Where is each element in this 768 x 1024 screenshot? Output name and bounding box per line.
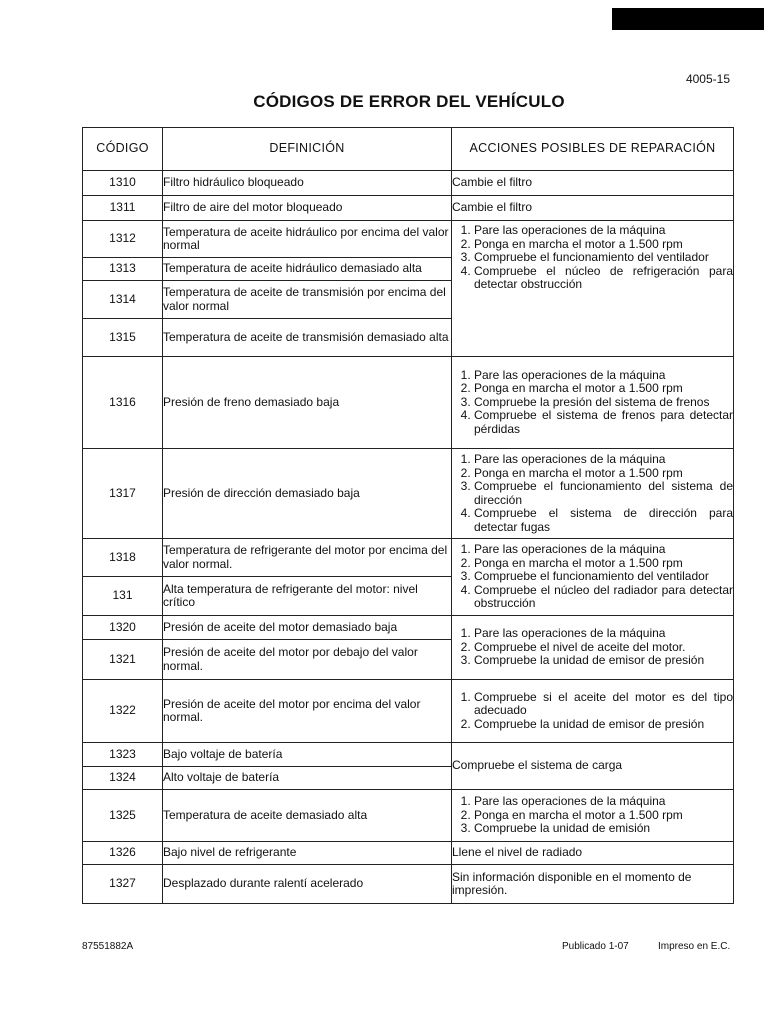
action-cell — [452, 221, 734, 357]
action-step: 1. Compruebe si el aceite del motor es del tipo adecuado — [474, 691, 733, 718]
code-cell: 1326 — [83, 842, 163, 865]
action-step: 4. Compruebe el núcleo de refrigeración para detectar obstrucción — [474, 265, 733, 292]
action-step: 1. Pare las operaciones de la máquina — [474, 543, 733, 557]
action-step: 2. Ponga en marcha el motor a 1.500 rpm — [474, 809, 733, 823]
table-row — [83, 842, 734, 865]
table-row — [83, 865, 734, 904]
definition-cell: Presión de dirección demasiado baja — [163, 449, 452, 539]
action-steps — [452, 627, 733, 668]
action-steps — [452, 224, 733, 292]
definition-cell: Temperatura de aceite demasiado alta — [163, 790, 452, 842]
code-cell: 1325 — [83, 790, 163, 842]
action-step: 3. Compruebe la unidad de emisión — [474, 822, 733, 836]
code-cell: 1316 — [83, 357, 163, 449]
table-row — [83, 743, 734, 767]
code-cell: 131 — [83, 577, 163, 616]
action-step: 3. Compruebe la unidad de emisor de presión — [474, 654, 733, 668]
table-row — [83, 539, 734, 577]
document-number: 87551882A — [82, 941, 134, 952]
code-cell: 1310 — [83, 171, 163, 196]
action-step: 2. Ponga en marcha el motor a 1.500 rpm — [474, 557, 733, 571]
code-cell: 1324 — [83, 767, 163, 790]
action-cell: Cambie el filtro — [452, 171, 734, 196]
action-step: 2. Ponga en marcha el motor a 1.500 rpm — [474, 238, 733, 252]
printed-location: Impreso en E.C. — [658, 941, 731, 952]
table-header-row — [83, 128, 734, 171]
definition-cell: Alta temperatura de refrigerante del motor: nivel crítico — [163, 577, 452, 616]
header-actions: ACCIONES POSIBLES DE REPARACIÓN — [452, 128, 734, 171]
definition-cell: Temperatura de aceite de transmisión por encima del valor normal — [163, 281, 452, 319]
action-step: 1. Pare las operaciones de la máquina — [474, 369, 733, 383]
page-number: 4005-15 — [685, 72, 730, 86]
definition-cell: Filtro de aire del motor bloqueado — [163, 196, 452, 221]
action-step: 2. Ponga en marcha el motor a 1.500 rpm — [474, 467, 733, 481]
error-codes-table — [82, 127, 734, 904]
table-row — [83, 357, 734, 449]
definition-cell: Presión de aceite del motor por debajo del valor normal. — [163, 640, 452, 680]
code-cell: 1313 — [83, 258, 163, 281]
header-definition: DEFINICIÓN — [163, 128, 452, 171]
code-cell: 1312 — [83, 221, 163, 258]
table-row — [83, 680, 734, 743]
action-steps — [452, 543, 733, 611]
definition-cell: Temperatura de aceite hidráulico por encima del valor normal — [163, 221, 452, 258]
table-row — [83, 196, 734, 221]
page-title: CÓDIGOS DE ERROR DEL VEHÍCULO — [253, 92, 565, 111]
definition-cell: Presión de aceite del motor por encima del valor normal. — [163, 680, 452, 743]
action-cell: Compruebe el sistema de carga — [452, 743, 734, 790]
action-steps — [452, 369, 733, 437]
definition-cell: Presión de aceite del motor demasiado baja — [163, 616, 452, 640]
action-step: 2. Compruebe la unidad de emisor de presión — [474, 718, 733, 732]
definition-cell: Temperatura de aceite de transmisión demasiado alta — [163, 319, 452, 357]
action-cell: Sin información disponible en el momento de impresión. — [452, 865, 734, 904]
definition-cell: Temperatura de aceite hidráulico demasiado alta — [163, 258, 452, 281]
published-date: Publicado 1-07 — [562, 941, 629, 952]
code-cell: 1318 — [83, 539, 163, 577]
action-step: 2. Ponga en marcha el motor a 1.500 rpm — [474, 382, 733, 396]
action-step: 1. Pare las operaciones de la máquina — [474, 224, 733, 238]
action-cell — [452, 616, 734, 680]
action-step: 3. Compruebe el funcionamiento del sistema de dirección — [474, 480, 733, 507]
action-cell — [452, 680, 734, 743]
code-cell: 1320 — [83, 616, 163, 640]
definition-cell: Desplazado durante ralentí acelerado — [163, 865, 452, 904]
code-cell: 1327 — [83, 865, 163, 904]
code-cell: 1314 — [83, 281, 163, 319]
header-code: CÓDIGO — [83, 128, 163, 171]
action-steps — [452, 453, 733, 534]
action-step: 1. Pare las operaciones de la máquina — [474, 627, 733, 641]
table-row — [83, 449, 734, 539]
action-cell: Llene el nivel de radiado — [452, 842, 734, 865]
redaction-box — [612, 8, 764, 30]
code-cell: 1317 — [83, 449, 163, 539]
action-step: 3. Compruebe el funcionamiento del ventilador — [474, 570, 733, 584]
action-step: 3. Compruebe el funcionamiento del ventilador — [474, 251, 733, 265]
code-cell: 1322 — [83, 680, 163, 743]
table-row — [83, 221, 734, 258]
definition-cell: Presión de freno demasiado baja — [163, 357, 452, 449]
action-cell — [452, 790, 734, 842]
code-cell: 1315 — [83, 319, 163, 357]
action-step: 2. Compruebe el nivel de aceite del motor. — [474, 641, 733, 655]
action-steps — [452, 691, 733, 732]
action-cell — [452, 539, 734, 616]
definition-cell: Bajo voltaje de batería — [163, 743, 452, 767]
action-step: 1. Pare las operaciones de la máquina — [474, 453, 733, 467]
table-row — [83, 790, 734, 842]
definition-cell: Temperatura de refrigerante del motor por encima del valor normal. — [163, 539, 452, 577]
action-steps — [452, 795, 733, 836]
action-step: 4. Compruebe el núcleo del radiador para detectar obstrucción — [474, 584, 733, 611]
table-row — [83, 171, 734, 196]
action-step: 1. Pare las operaciones de la máquina — [474, 795, 733, 809]
code-cell: 1311 — [83, 196, 163, 221]
action-cell: Cambie el filtro — [452, 196, 734, 221]
definition-cell: Bajo nivel de refrigerante — [163, 842, 452, 865]
action-cell — [452, 357, 734, 449]
action-step: 4. Compruebe el sistema de frenos para detectar pérdidas — [474, 409, 733, 436]
action-cell — [452, 449, 734, 539]
action-step: 3. Compruebe la presión del sistema de frenos — [474, 396, 733, 410]
code-cell: 1321 — [83, 640, 163, 680]
definition-cell: Filtro hidráulico bloqueado — [163, 171, 452, 196]
definition-cell: Alto voltaje de batería — [163, 767, 452, 790]
action-step: 4. Compruebe el sistema de dirección para detectar fugas — [474, 507, 733, 534]
table-row — [83, 616, 734, 640]
code-cell: 1323 — [83, 743, 163, 767]
